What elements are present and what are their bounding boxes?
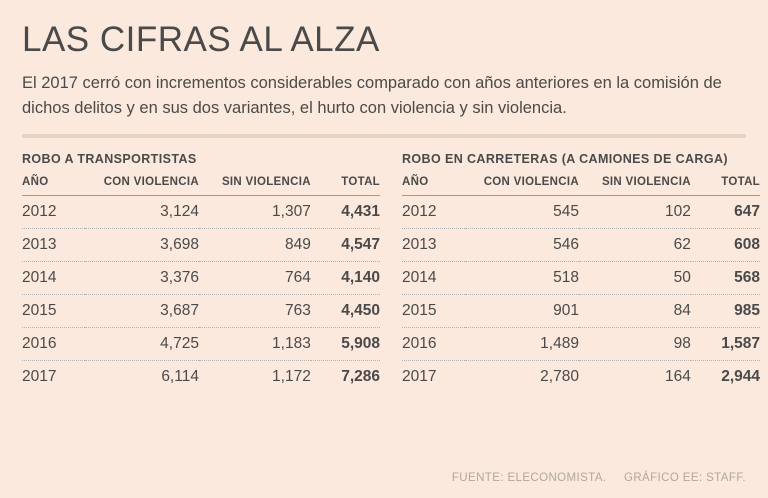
page-subtitle: El 2017 cerró con incrementos considerables comparado con años anteriores en la comisión de dichos delitos y en sus dos variantes, el hurto con violencia y sin violencia. bbox=[22, 73, 722, 117]
cell-sin-violencia: 50 bbox=[579, 262, 691, 295]
cell-con-violencia: 2,780 bbox=[540, 368, 579, 386]
table-row bbox=[22, 262, 380, 295]
cell-sin-violencia: 164 bbox=[664, 368, 691, 386]
cell-year: 2013 bbox=[402, 229, 465, 262]
cell-con-violencia: 4,725 bbox=[85, 328, 199, 361]
cell-con-violencia: 3,687 bbox=[85, 295, 199, 328]
section-divider bbox=[22, 134, 746, 138]
cell-sin-violencia: 102 bbox=[579, 196, 691, 229]
credit-label: GRÁFICO EE: STAFF. bbox=[624, 472, 746, 484]
table-title-carreteras: ROBO EN CARRETERAS (A CAMIONES DE CARGA) bbox=[402, 152, 728, 167]
cell-con-violencia: 546 bbox=[465, 229, 579, 262]
cell-sin-violencia: 98 bbox=[579, 328, 691, 361]
table-row bbox=[402, 262, 760, 295]
cell-year: 2017 bbox=[402, 368, 437, 386]
table-row bbox=[402, 196, 760, 229]
cell-sin-violencia: 764 bbox=[199, 262, 311, 295]
table-row bbox=[402, 295, 760, 328]
source-credit bbox=[438, 472, 746, 484]
cell-year: 2016 bbox=[402, 328, 465, 361]
cell-con-violencia: 6,114 bbox=[161, 368, 199, 386]
cell-year: 2015 bbox=[402, 295, 465, 328]
table-row bbox=[22, 295, 380, 328]
column-header-year: AÑO bbox=[22, 176, 85, 196]
cell-total: 4,547 bbox=[311, 229, 380, 262]
cell-sin-violencia: 1,183 bbox=[199, 328, 311, 361]
column-header-con-violencia: CON VIOLENCIA bbox=[85, 176, 199, 196]
table-header-row bbox=[402, 176, 760, 196]
cell-year: 2017 bbox=[22, 368, 57, 386]
table-block-transportistas bbox=[22, 152, 380, 393]
column-header-sin-violencia: SIN VIOLENCIA bbox=[199, 176, 311, 196]
table-row bbox=[402, 361, 760, 394]
cell-total: 2,944 bbox=[721, 368, 760, 386]
column-header-total: TOTAL bbox=[691, 176, 760, 196]
source-label: FUENTE: ELECONOMISTA. bbox=[451, 472, 607, 484]
column-header-year: AÑO bbox=[402, 176, 465, 196]
cell-con-violencia: 901 bbox=[465, 295, 579, 328]
table-block-carreteras bbox=[402, 152, 760, 393]
cell-sin-violencia: 84 bbox=[579, 295, 691, 328]
cell-year: 2013 bbox=[22, 229, 85, 262]
cell-total: 7,286 bbox=[341, 368, 380, 386]
cell-con-violencia: 545 bbox=[465, 196, 579, 229]
table-row bbox=[22, 361, 380, 394]
tables-container bbox=[22, 152, 760, 393]
table-title-transportistas: ROBO A TRANSPORTISTAS bbox=[22, 152, 197, 167]
cell-year: 2014 bbox=[22, 262, 85, 295]
page-title: LAS CIFRAS AL ALZA bbox=[22, 20, 380, 59]
cell-sin-violencia: 62 bbox=[579, 229, 691, 262]
cell-con-violencia: 3,376 bbox=[85, 262, 199, 295]
cell-con-violencia: 518 bbox=[465, 262, 579, 295]
cell-year: 2015 bbox=[22, 295, 85, 328]
cell-year: 2014 bbox=[402, 262, 465, 295]
cell-sin-violencia: 1,172 bbox=[272, 368, 311, 386]
cell-total: 1,587 bbox=[691, 328, 760, 361]
table-row bbox=[22, 328, 380, 361]
cell-total: 568 bbox=[691, 262, 760, 295]
cell-total: 4,431 bbox=[311, 196, 380, 229]
column-header-total: TOTAL bbox=[311, 176, 380, 196]
table-row bbox=[402, 229, 760, 262]
cell-total: 5,908 bbox=[311, 328, 380, 361]
cell-con-violencia: 1,489 bbox=[465, 328, 579, 361]
table-row bbox=[22, 196, 380, 229]
cell-total: 4,450 bbox=[311, 295, 380, 328]
column-header-sin-violencia: SIN VIOLENCIA bbox=[579, 176, 691, 196]
column-header-con-violencia: CON VIOLENCIA bbox=[465, 176, 579, 196]
cell-con-violencia: 3,698 bbox=[85, 229, 199, 262]
cell-sin-violencia: 849 bbox=[199, 229, 311, 262]
cell-sin-violencia: 763 bbox=[199, 295, 311, 328]
cell-year: 2012 bbox=[402, 196, 465, 229]
cell-con-violencia: 3,124 bbox=[85, 196, 199, 229]
table-header-row bbox=[22, 176, 380, 196]
cell-year: 2012 bbox=[22, 196, 85, 229]
cell-year: 2016 bbox=[22, 328, 85, 361]
cell-total: 985 bbox=[691, 295, 760, 328]
data-table-carreteras bbox=[402, 176, 760, 393]
cell-total: 647 bbox=[691, 196, 760, 229]
cell-sin-violencia: 1,307 bbox=[199, 196, 311, 229]
table-row bbox=[22, 229, 380, 262]
cell-total: 608 bbox=[691, 229, 760, 262]
cell-total: 4,140 bbox=[311, 262, 380, 295]
table-row bbox=[402, 328, 760, 361]
data-table-transportistas bbox=[22, 176, 380, 393]
